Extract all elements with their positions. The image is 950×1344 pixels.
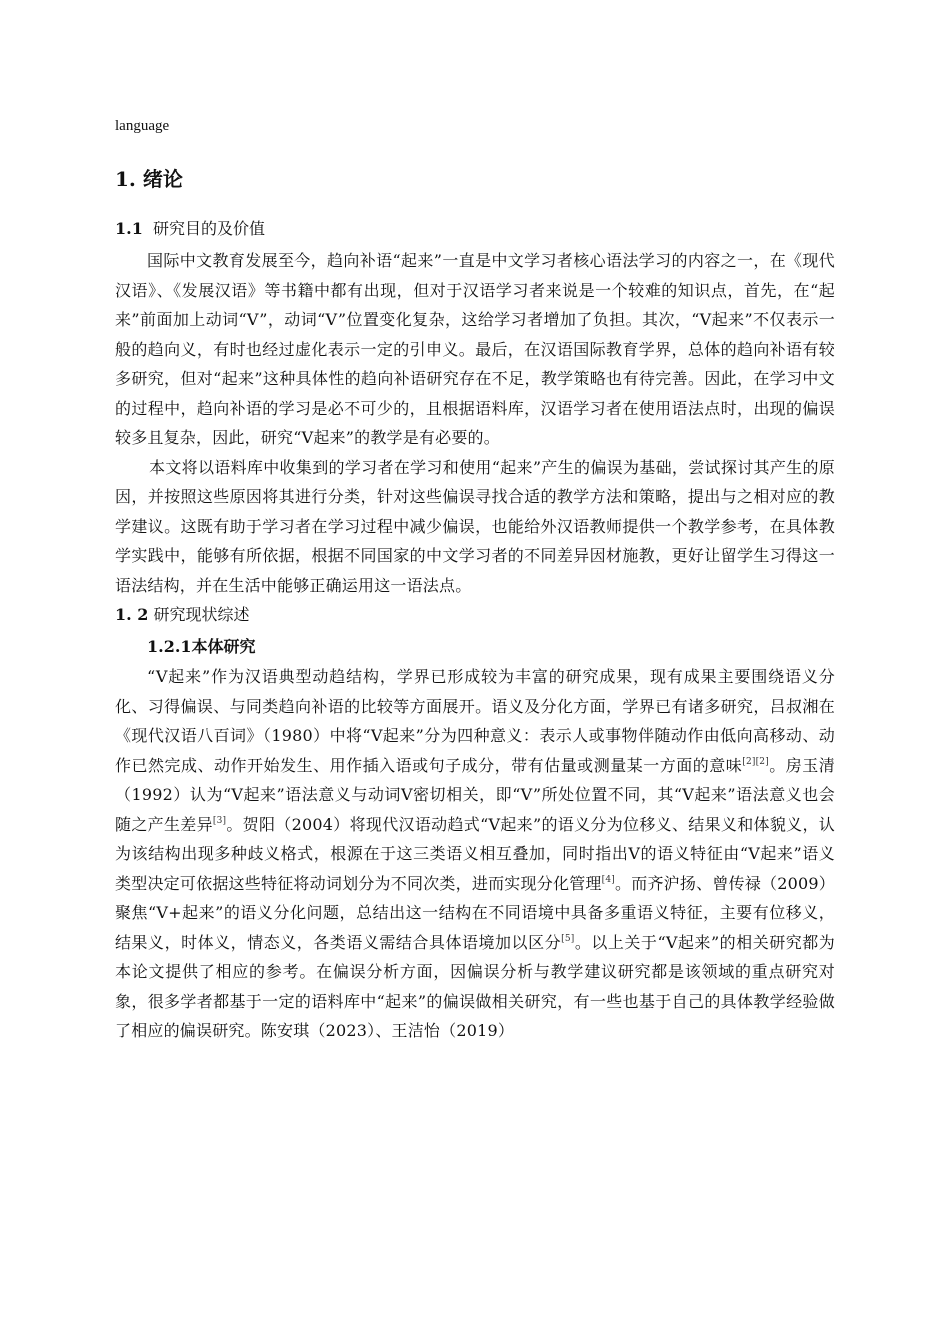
section-1-1-heading [115, 214, 835, 244]
section-1-2-title: 研究现状综述 [153, 605, 250, 624]
section-1-1-number: 1.1 [115, 219, 143, 238]
paragraph-3-segment: 。以上关于“V起来”的相关研究都为本论文提供了相应的参考。在偏误分析方面，因偏误分析与教学建议研究都是该领域的重点研究对象，很多学者都基于一定的语料库中“起来”的偏误做相关研究，有一些也基于自己的具体教学经验做了相应的偏误研究。陈安琪（2023）、王洁怡（2019） [115, 932, 835, 1040]
section-1-2-1-heading: 1.2.1本体研究 [147, 637, 256, 656]
section-1-1-title: 研究目的及价值 [153, 219, 266, 238]
chapter-heading: 1. 绪论 [115, 167, 183, 191]
paragraph-3-segment: “V起来”作为汉语典型动趋结构，学界已形成较为丰富的研究成果，现有成果主要围绕语义分化、习得偏误、与同类趋向补语的比较等方面展开。语义及分化方面，学界已有诸多研究，吕叔湘在《现代汉语八百词》（1980）中将“V起来”分为四种意义：表示人或事物伴随动作由低向高移动、动作已然完成、动作开始发生、用作插入语或句子成分，带有估量或测量某一方面的意味 [115, 667, 835, 775]
citation-ref: [5] [561, 933, 575, 944]
paragraph-1: 国际中文教育发展至今，趋向补语“起来”一直是中文学习者核心语法学习的内容之一，在《现代汉语》、《发展汉语》等书籍中都有出现，但对于汉语学习者来说是一个较难的知识点，首先，在“起来”前面加上动词“V”，动词“V”位置变化复杂，这给学习者增加了负担。其次，“V起来”不仅表示一般的趋向义，有时也经过虚化表示一定的引申义。最后，在汉语国际教育学界，总体的趋向补语有较多研究，但对“起来”这种具体性的趋向补语研究存在不足，教学策略也有待完善。因此，在学习中文的过程中，趋向补语的学习是必不可少的，且根据语料库，汉语学习者在使用语法点时，出现的偏误较多且复杂，因此，研究“V起来”的教学是有必要的。 [115, 251, 835, 447]
citation-ref: [2][2] [742, 756, 769, 767]
citation-ref: [4] [601, 874, 615, 885]
section-1-2-number: 1. 2 [115, 605, 149, 624]
top-text: language [115, 118, 170, 134]
paragraph-3-segment: 。而齐沪扬、曾传禄（2009）聚焦“V+起来”的语义分化问题，总结出这一结构在不同语境中具备多重语义特征，主要有位移义，结果义，时体义，情态义，各类语义需结合具体语境加以区分 [115, 873, 835, 952]
paragraph-3 [115, 662, 835, 1046]
paragraph-3-segment: 。房玉清（1992）认为“V起来”语法意义与动词V密切相关，即“V”所处位置不同，其“V起来”语法意义也会随之产生差异 [115, 755, 835, 834]
citation-ref: [3] [212, 815, 227, 826]
document-body [115, 118, 835, 1046]
paragraph-2: 本文将以语料库中收集到的学习者在学习和使用“起来”产生的偏误为基础，尝试探讨其产生的原因，并按照这些原因将其进行分类，针对这些偏误寻找合适的教学方法和策略，提出与之相对应的教学建议。这既有助于学习者在学习过程中减少偏误，也能给外汉语教师提供一个教学参考，在具体教学实践中，能够有所依据，根据不同国家的中文学习者的不同差异因材施教，更好让留学生习得这一语法结构，并在生活中能够正确运用这一语法点。 [115, 457, 835, 595]
section-1-2-heading [115, 600, 835, 630]
paragraph-3-segment: 。贺阳（2004）将现代汉语动趋式“V起来”的语义分为位移义、结果义和体貌义，认为该结构出现多种歧义格式，根源在于这三类语义相互叠加，同时指出V的语义特征由“V起来”语义类型决定可依据这些特征将动词划分为不同次类，进而实现分化管理 [115, 814, 835, 893]
